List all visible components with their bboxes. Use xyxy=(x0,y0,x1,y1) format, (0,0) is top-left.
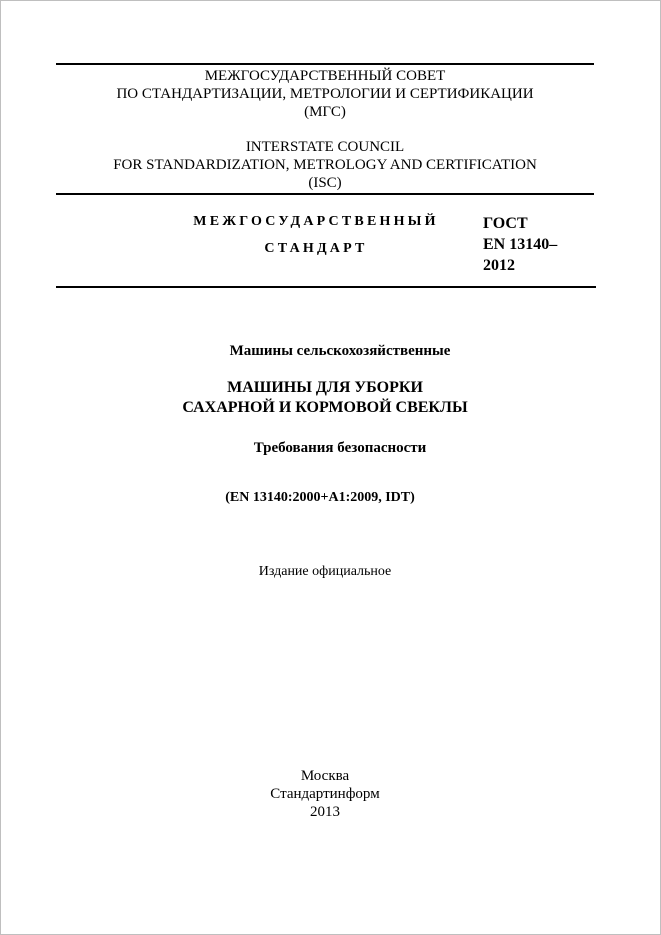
title-reference: (EN 13140:2000+A1:2009, IDT) xyxy=(225,490,415,505)
designation-line2: EN 13140– xyxy=(483,236,558,253)
middle-rule xyxy=(56,193,594,195)
title-subtitle: Требования безопасности xyxy=(253,440,427,456)
imprint-city: Москва xyxy=(300,768,350,784)
edition-label: Издание официальное xyxy=(258,564,392,579)
title-group: Машины сельскохозяйственные xyxy=(229,343,451,359)
title-main-line1: МАШИНЫ ДЛЯ УБОРКИ xyxy=(227,379,423,396)
imprint-year: 2013 xyxy=(310,804,340,820)
imprint-publisher: Стандартинформ xyxy=(270,786,380,802)
top-rule xyxy=(56,63,594,65)
title-main-line2: САХАРНОЙ И КОРМОВОЙ СВЕКЛЫ xyxy=(182,399,468,416)
standard-type-line1: МЕЖГОСУДАРСТВЕННЫЙ xyxy=(193,214,439,229)
designation-line1: ГОСТ xyxy=(483,215,528,232)
council-en-line2: FOR STANDARDIZATION, METROLOGY AND CERTIFICATION xyxy=(113,157,537,173)
council-en-line3: (ISC) xyxy=(308,175,342,191)
designation-line3: 2012 xyxy=(483,257,515,274)
council-ru-line1: МЕЖГОСУДАРСТВЕННЫЙ СОВЕТ xyxy=(204,68,446,84)
council-ru-line3: (МГС) xyxy=(304,104,346,120)
standard-type-line2: СТАНДАРТ xyxy=(264,241,368,256)
council-ru-line2: ПО СТАНДАРТИЗАЦИИ, МЕТРОЛОГИИ И СЕРТИФИКАЦИИ xyxy=(116,86,534,102)
bottom-rule xyxy=(56,286,596,288)
council-en-line1: INTERSTATE COUNCIL xyxy=(245,139,405,155)
